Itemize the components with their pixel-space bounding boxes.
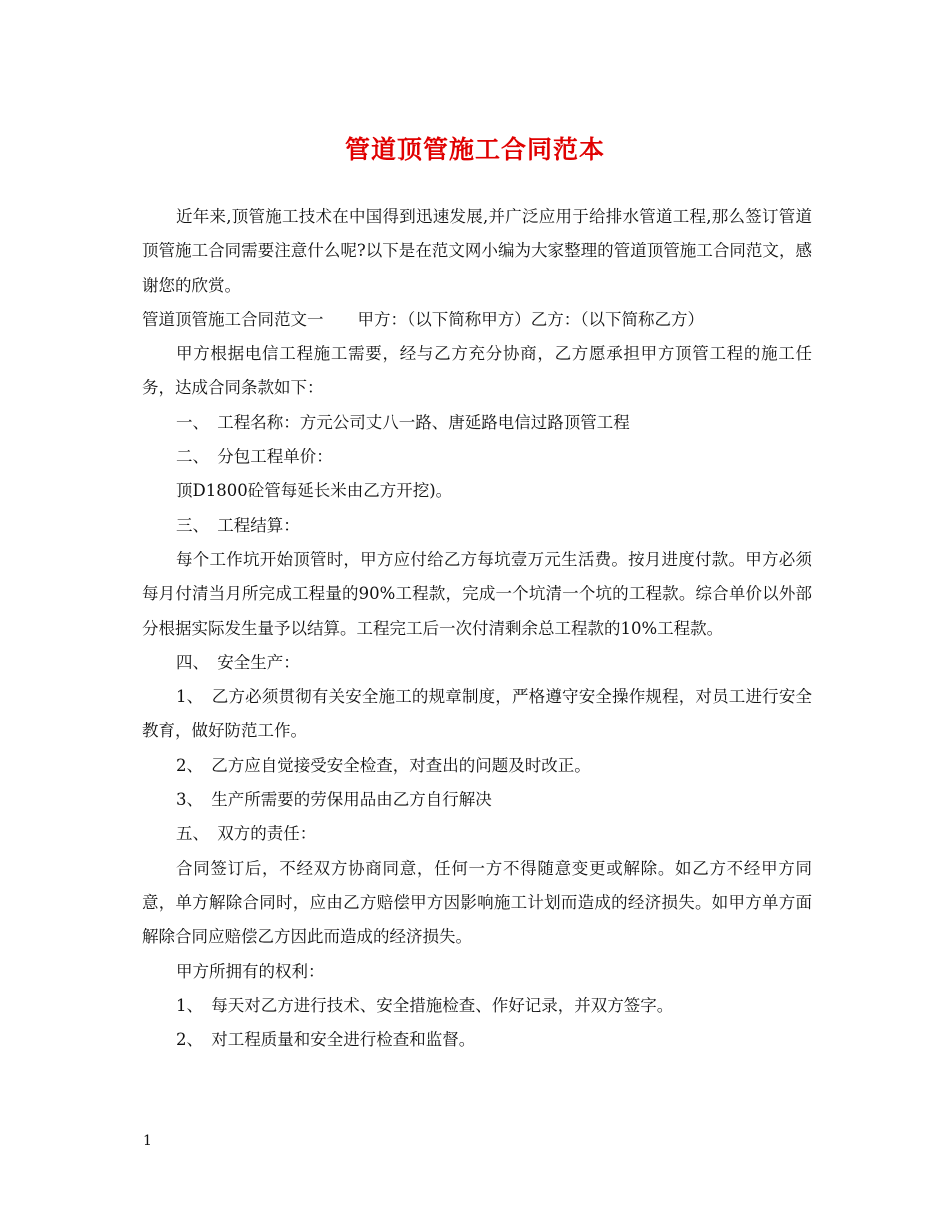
section-4-item-3: 3、 生产所需要的劳保用品由乙方自行解决 (176, 790, 492, 810)
section-5-body: 合同签订后，不经双方协商同意，任何一方不得随意变更或解除。如乙方不经甲方同意，单方解除合同时，应由乙方赔偿甲方因影响施工计划而造成的经济损失。如甲方单方面解除合同应赔偿乙方因此而造成的经济损失。 (142, 858, 812, 947)
party-b-label: 乙方：（以下简称乙方） (530, 309, 704, 329)
section-4-item-1: 1、 乙方必须贯彻有关安全施工的规章制度，严格遵守安全操作规程，对员工进行安全教育，做好防范工作。 (142, 687, 812, 741)
document-title: 管道顶管施工合同范本 (344, 135, 605, 164)
section-2-heading: 二、 分包工程单价： (176, 447, 333, 467)
section-4-item-2: 2、 乙方应自觉接受安全检查，对查出的问题及时改正。 (176, 755, 591, 775)
section-4-heading: 四、 安全生产： (176, 652, 300, 672)
contract-heading-line (142, 303, 812, 337)
sample-label: 管道顶管施工合同范文一 (142, 309, 324, 329)
party-a-rights-heading: 甲方所拥有的权利： (176, 961, 325, 981)
intro-paragraph: 近年来,顶管施工技术在中国得到迅速发展,并广泛应用于给排水管道工程,那么签订管道顶管施工合同需要注意什么呢?以下是在范文网小编为大家整理的管道顶管施工合同范文，感谢您的欣赏。 (142, 207, 812, 295)
party-a-rights-item-2: 2、 对工程质量和安全进行检查和监督。 (176, 1030, 476, 1050)
party-a-rights-item-1: 1、 每天对乙方进行技术、安全措施检查、作好记录，并双方签字。 (176, 995, 674, 1015)
preamble-paragraph: 甲方根据电信工程施工需要，经与乙方充分协商，乙方愿承担甲方顶管工程的施工任务，达成合同条款如下： (142, 344, 812, 398)
section-1-heading: 一、 工程名称：方元公司丈八一路、唐延路电信过路顶管工程 (176, 412, 630, 432)
page-number: 1 (143, 1133, 152, 1149)
section-5-heading: 五、 双方的责任： (176, 824, 317, 844)
section-2-body: 顶D1800砼管每延长米由乙方开挖)。 (176, 481, 453, 501)
section-3-heading: 三、 工程结算： (176, 515, 300, 535)
party-a-label: 甲方：（以下简称甲方） (357, 309, 531, 329)
document-body (142, 200, 812, 1057)
section-3-body: 每个工作坑开始顶管时，甲方应付给乙方每坑壹万元生活费。按月进度付款。甲方必须每月付清当月所完成工程量的90%工程款，完成一个坑清一个坑的工程款。综合单价以外部分根据实际发生量予以结算。工程完工后一次付清剩余总工程款的10%工程款。 (142, 549, 812, 638)
